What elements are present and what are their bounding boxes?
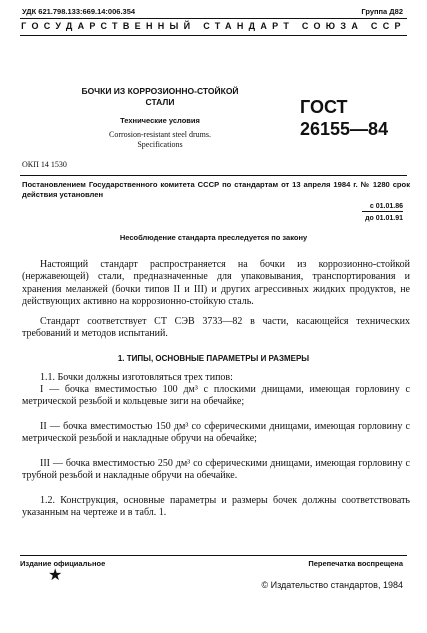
validity-from: с 01.01.86 [362,203,403,212]
okp-code: ОКП 14 1530 [22,160,67,169]
state-standard-banner: ГОСУДАРСТВЕННЫЙ СТАНДАРТ СОЮЗА ССР [21,21,406,31]
decree-text: Постановлением Государственного комитета СССР по стандартам от 13 апреля 1984 г. № 1280 срок действия установлен [22,180,410,199]
drum-type-2: II — бочка вместимостью 150 дм³ со сферическими днищами, имеющая горловину с метрической резьбой и накладные обручи на обечайке; [22,421,410,445]
standard-correspondence-paragraph: Стандарт соответствует СТ СЭВ 3733—82 в части, касающейся технических требований и методов испытаний. [22,316,410,340]
udc-code: УДК 621.798.133:669.14:006.354 [22,7,136,16]
copyright-notice: © Издательство стандартов, 1984 [261,580,403,590]
gost-label: ГОСТ [300,97,348,117]
english-title-line2: Specifications [137,140,183,149]
drum-type-3: III — бочка вместимостью 250 дм³ со сферическими днищами, имеющая горловину с трубной резьбой и накладные обручи на обечайке. [22,458,410,482]
title-block [60,86,260,150]
star-icon: ★ [48,567,63,584]
violation-notice: Несоблюдение стандарта преследуется по закону [119,233,308,242]
group-code: Группа Д82 [361,7,403,16]
english-title [60,130,260,150]
header-rule-bottom [20,35,407,36]
official-edition-label: Издание официальное [20,559,106,568]
english-title-line1: Corrosion-resistant steel drums. [109,130,211,139]
footer-rule [20,555,407,556]
gost-designation [300,96,388,140]
document-title-line1: БОЧКИ ИЗ КОРРОЗИОННО-СТОЙКОЙ [81,86,239,96]
header-rule-top [20,18,407,19]
clause-1-2: 1.2. Конструкция, основные параметры и размеры бочек должны соответствовать указанным на чертеже и в табл. 1. [22,495,410,519]
drum-type-1: I — бочка вместимостью 100 дм³ с плоскими днищами, имеющая горловину с метрической резьбой и кольцевые зиги на обечайке; [22,384,410,408]
section-heading: 1. ТИПЫ, ОСНОВНЫЕ ПАРАМЕТРЫ И РАЗМЕРЫ [117,354,310,363]
gost-number: 26155—84 [300,119,389,139]
document-title [60,86,260,108]
validity-to: до 01.01.91 [365,215,403,222]
intro-paragraph: Настоящий стандарт распространяется на бочки из коррозионно-стойкой (нержавеющей) стали, предназначенные для упаковывания, транспортирования и хранения меланжей (бочки типов II и III) и других агрессивных жидких продуктов, не действующих активно на коррозионно-стойкую сталь. [22,259,410,307]
divider-rule [20,175,407,176]
document-title-line2: СТАЛИ [145,97,175,107]
document-subtitle: Технические условия [120,116,200,125]
clause-1-1: 1.1. Бочки должны изготовляться трех типов: [40,372,233,383]
reprint-prohibited-label: Перепечатка воспрещена [308,559,403,568]
